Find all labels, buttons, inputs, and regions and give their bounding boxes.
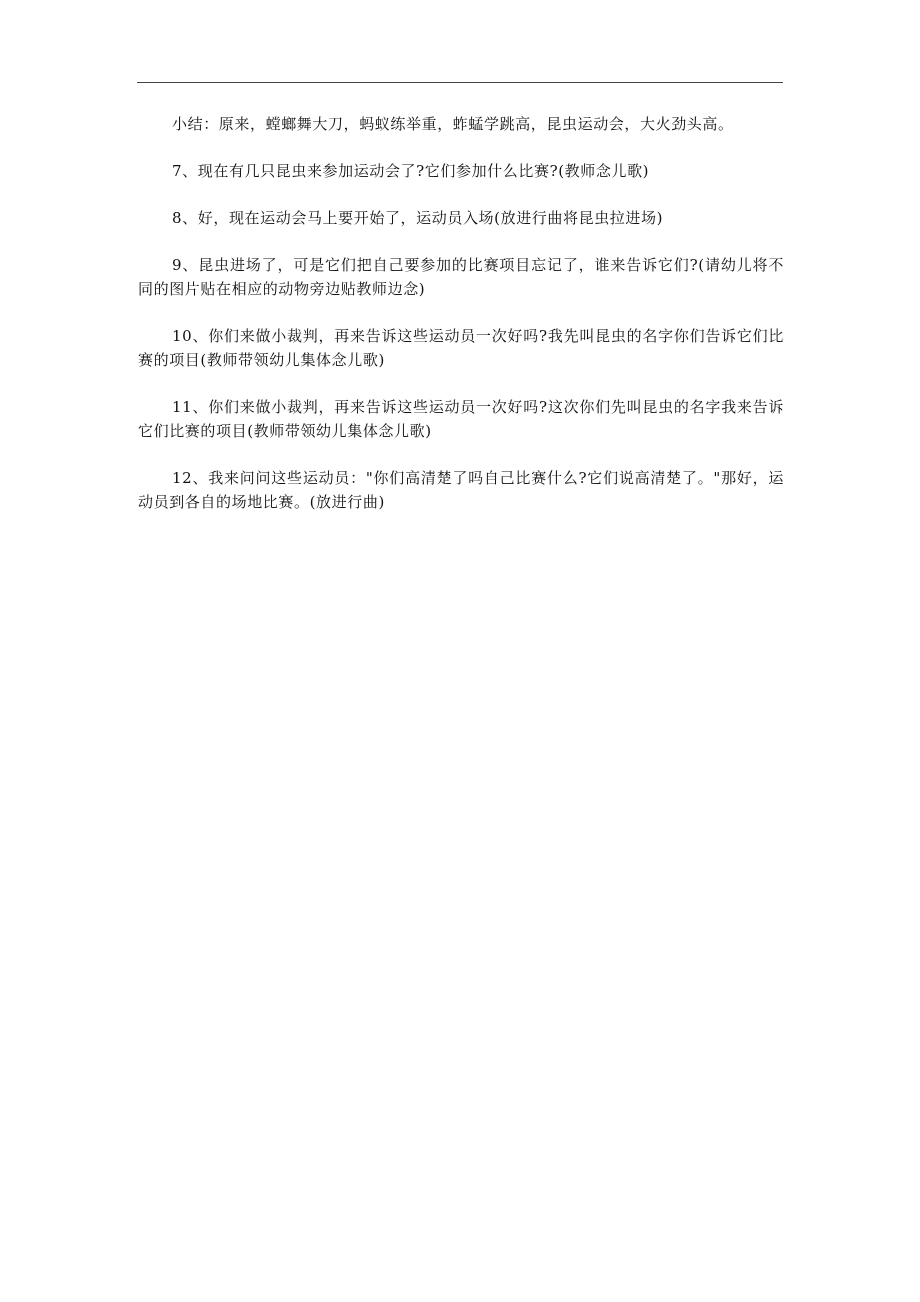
document-body xyxy=(138,112,784,537)
header-rule xyxy=(137,82,783,83)
paragraph-step-8: 8、好，现在运动会马上要开始了，运动员入场(放进行曲将昆虫拉进场) xyxy=(172,209,664,227)
paragraph-step-11: 11、你们来做小裁判，再来告诉这些运动员一次好吗?这次你们先叫昆虫的名字我来告诉它们比赛的项目(教师带领幼儿集体念儿歌) xyxy=(138,398,784,440)
paragraph-step-7: 7、现在有几只昆虫来参加运动会了?它们参加什么比赛?(教师念儿歌) xyxy=(172,162,650,180)
paragraph-step-10: 10、你们来做小裁判，再来告诉这些运动员一次好吗?我先叫昆虫的名字你们告诉它们比赛的项目(教师带领幼儿集体念儿歌) xyxy=(138,327,784,369)
paragraph-step-12: 12、我来问问这些运动员："你们高清楚了吗自己比赛什么?它们说高清楚了。"那好，运动员到各自的场地比赛。(放进行曲) xyxy=(138,469,784,511)
paragraph-step-9: 9、昆虫进场了，可是它们把自己要参加的比赛项目忘记了，谁来告诉它们?(请幼儿将不同的图片贴在相应的动物旁边贴教师边念) xyxy=(138,256,784,298)
paragraph-summary: 小结：原来，螳螂舞大刀，蚂蚁练举重，蚱蜢学跳高，昆虫运动会，大火劲头高。 xyxy=(172,115,734,133)
